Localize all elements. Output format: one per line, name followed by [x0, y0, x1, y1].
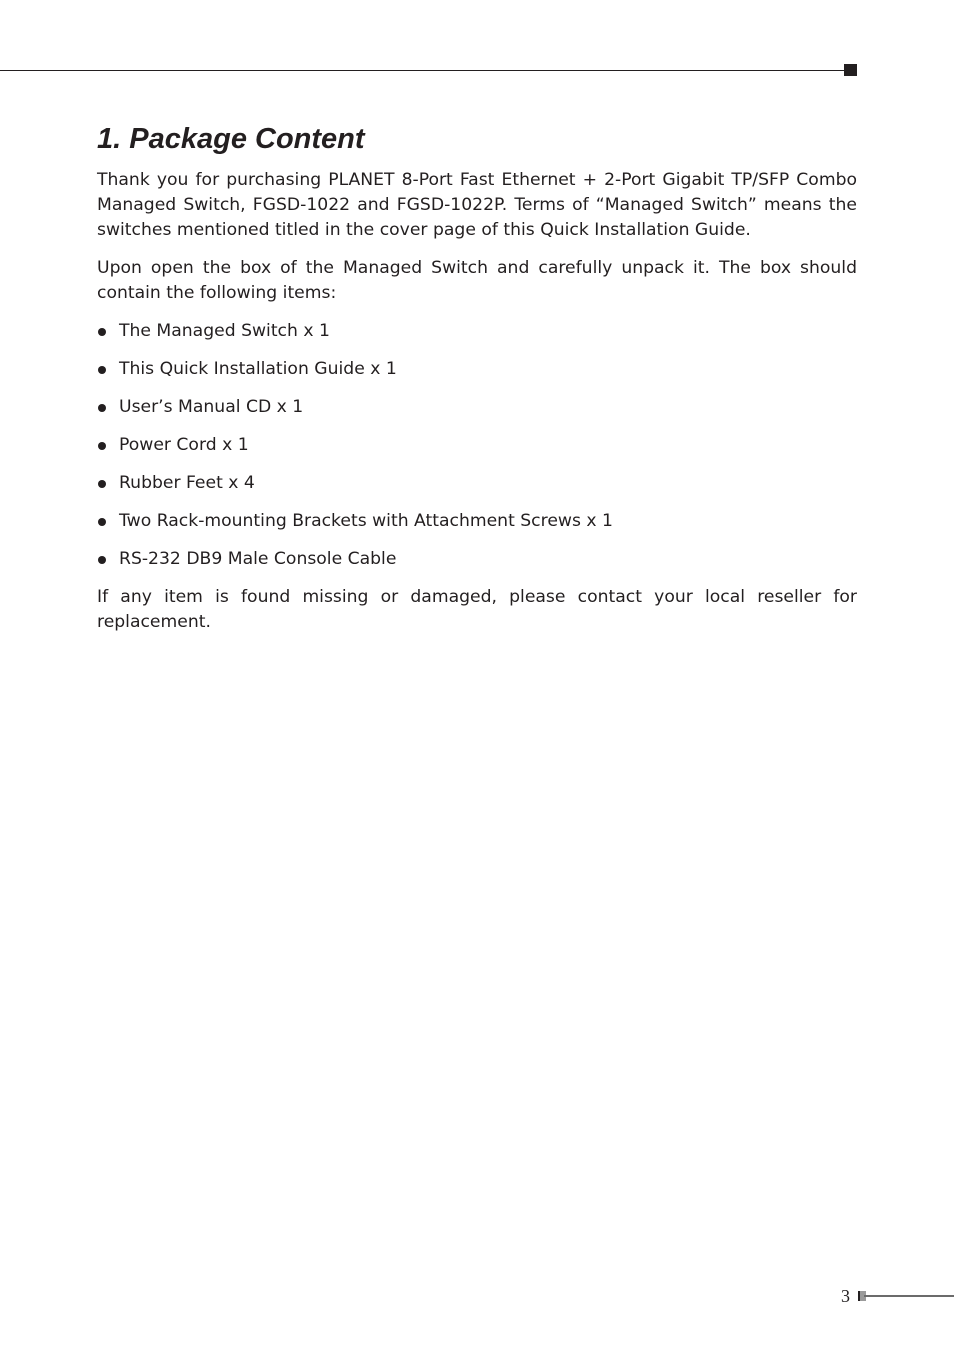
list-item-text: The Managed Switch x 1 — [119, 321, 330, 341]
list-item-text: Rubber Feet x 4 — [119, 473, 255, 493]
list-item-text: RS-232 DB9 Male Console Cable — [119, 549, 397, 569]
unpack-paragraph: Upon open the box of the Managed Switch and carefully unpack it. The box should contain the following items: — [97, 258, 857, 303]
list-item-text: Power Cord x 1 — [119, 435, 249, 455]
missing-items-paragraph: If any item is found missing or damaged, please contact your local reseller for replacement. — [97, 587, 857, 632]
intro-paragraph: Thank you for purchasing PLANET 8-Port Fast Ethernet + 2-Port Gigabit TP/SFP Combo Managed Switch, FGSD-1022 and FGSD-1022P. Terms of “Managed Switch” means the switches mentioned titled in the cover page of this Quick Installation Guide. — [97, 170, 857, 240]
footer-rule — [864, 1295, 954, 1297]
list-item — [97, 319, 857, 344]
bullet-icon — [98, 328, 106, 336]
list-item-text: User’s Manual CD x 1 — [119, 397, 304, 417]
list-item — [97, 471, 857, 496]
bullet-icon — [98, 442, 106, 450]
list-item-text: Two Rack-mounting Brackets with Attachment Screws x 1 — [119, 511, 613, 531]
bullet-icon — [98, 518, 106, 526]
page-content — [97, 120, 857, 648]
bullet-icon — [98, 366, 106, 374]
bullet-icon — [98, 556, 106, 564]
bullet-icon — [98, 480, 106, 488]
header-square-marker — [844, 64, 857, 76]
list-item-text: This Quick Installation Guide x 1 — [119, 359, 397, 379]
list-item — [97, 433, 857, 458]
list-item — [97, 509, 857, 534]
bullet-icon — [98, 404, 106, 412]
list-item — [97, 395, 857, 420]
package-items-list — [97, 319, 857, 572]
page-number: 3 — [841, 1286, 850, 1306]
list-item — [97, 357, 857, 382]
list-item — [97, 547, 857, 572]
section-title: 1. Package Content — [97, 123, 365, 155]
header-rule — [0, 70, 846, 71]
